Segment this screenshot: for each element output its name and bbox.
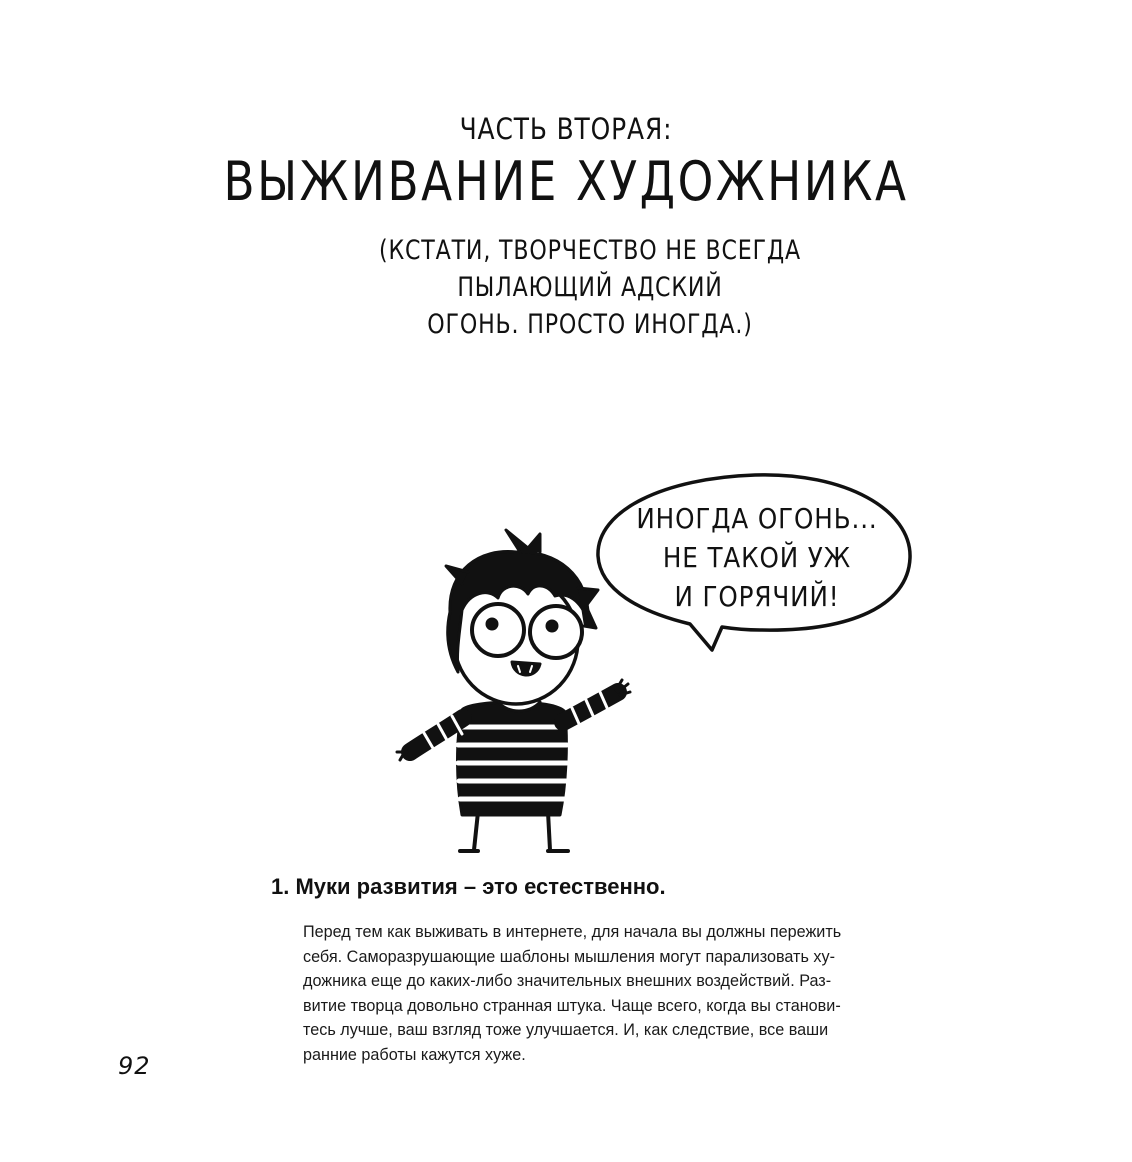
speech-bubble-text bbox=[629, 499, 884, 616]
body-line: тесь лучше, ваш взгляд тоже улучшается. И, как следствие, все ваши bbox=[303, 1021, 829, 1039]
section-body bbox=[303, 920, 915, 1067]
section-heading: 1. Муки развития – это естественно. bbox=[271, 874, 666, 899]
body-line: витие творца довольно странная штука. Чаще всего, когда вы станови- bbox=[303, 996, 841, 1015]
speech-line: ИНОГДА ОГОНЬ... bbox=[636, 502, 878, 535]
part-label: ЧАСТЬ ВТОРАЯ: bbox=[459, 112, 673, 146]
character-figure bbox=[397, 530, 630, 851]
subtitle-line: ОГОНЬ. ПРОСТО ИНОГДА.) bbox=[427, 309, 753, 340]
body-line: дожника еще до каких-либо значительных внешних воздействий. Раз- bbox=[303, 972, 832, 990]
body-line: Перед тем как выживать в интернете, для начала вы должны пережить bbox=[303, 923, 842, 941]
speech-line: И ГОРЯЧИЙ! bbox=[674, 580, 840, 613]
subtitle-line: (КСТАТИ, ТВОРЧЕСТВО НЕ ВСЕГДА ПЫЛАЮЩИЙ АДСКИЙ bbox=[379, 235, 801, 303]
body-line: ранние работы кажутся хуже. bbox=[303, 1045, 526, 1064]
page-number: 92 bbox=[118, 1052, 151, 1080]
speech-line: НЕ ТАКОЙ УЖ bbox=[662, 541, 852, 574]
body-line: себя. Саморазрушающие шаблоны мышления могут парализовать ху- bbox=[303, 947, 835, 966]
chapter-title: ВЫЖИВАНИЕ ХУДОЖНИКА bbox=[223, 150, 909, 213]
